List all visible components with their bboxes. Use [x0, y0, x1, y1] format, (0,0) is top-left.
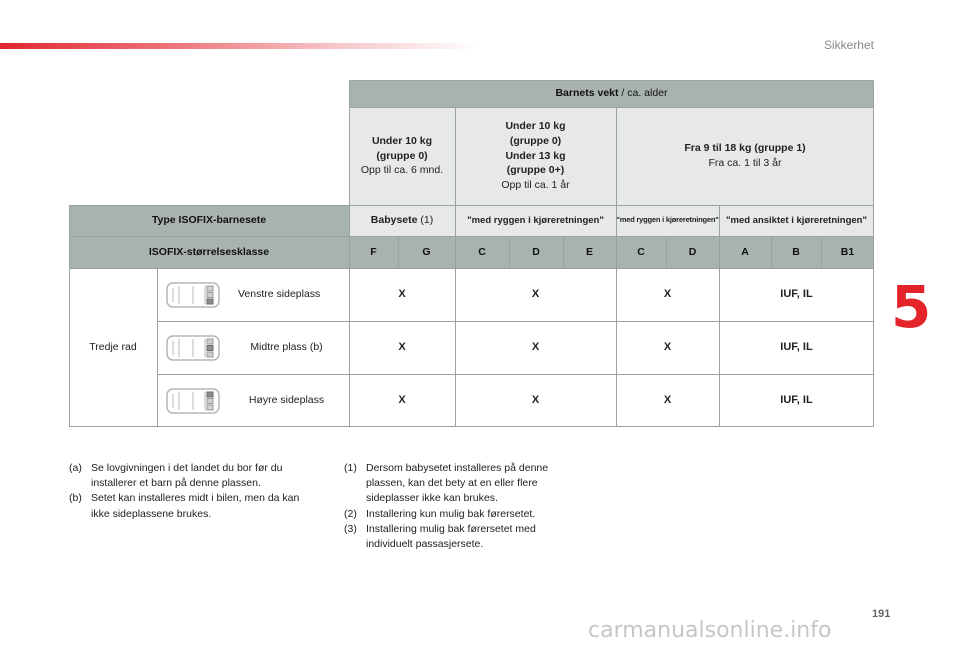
value-middle-rear: X [531, 340, 540, 353]
value-left-rear2: X [663, 287, 672, 300]
row-value [349, 268, 455, 321]
size-class-d2: D [688, 245, 697, 258]
weight-header-rest: / ca. alder [618, 87, 668, 100]
size-class-cell [719, 236, 771, 268]
row-value [616, 374, 719, 427]
footnote-3 [344, 522, 584, 552]
row-value [455, 268, 616, 321]
size-class-b: B [792, 245, 800, 258]
size-class-cell [666, 236, 719, 268]
footnote-key: (a) [69, 462, 82, 474]
type-rear2-cell [616, 205, 719, 236]
size-class-f: F [370, 245, 377, 258]
size-class-cell [821, 236, 874, 268]
van-seat-right-icon [165, 386, 221, 416]
size-class-a: A [741, 245, 749, 258]
type-front-cell [719, 205, 874, 236]
footnote-text: Dersom babysetet installeres på denne plassen, kan det bety at en eller flere sideplasser ikke kan brukes. [366, 462, 549, 505]
row-value [719, 374, 874, 427]
group-0plus-line3: Under 13 kg [505, 149, 566, 162]
chapter-number: 5 [891, 273, 932, 341]
row-label-cell [224, 268, 349, 321]
group-0plus-line2: (gruppe 0) [509, 134, 562, 147]
footnote-key: (2) [344, 507, 357, 520]
group-0-age: Opp til ca. 6 mnd. [360, 164, 444, 177]
row-value [719, 321, 874, 374]
row-value [719, 268, 874, 321]
row-value [455, 321, 616, 374]
group-0-subtitle: (gruppe 0) [376, 149, 428, 162]
type-babysete: Babysete [370, 214, 418, 227]
value-left-rear: X [531, 287, 540, 300]
type-label-cell [69, 205, 349, 236]
footnotes-left [69, 461, 319, 522]
weight-header [349, 80, 874, 107]
type-forward-facing: "med ansiktet i kjøreretningen" [726, 214, 867, 226]
value-left-babysete: X [398, 287, 406, 300]
value-right-front: IUF, IL [780, 393, 813, 406]
size-class-c: C [478, 245, 486, 258]
footnote-1 [344, 461, 584, 507]
size-class-cell [771, 236, 821, 268]
row-value [349, 374, 455, 427]
van-seat-left-icon [165, 280, 221, 310]
value-right-rear2: X [663, 393, 672, 406]
size-class-cell [616, 236, 666, 268]
size-class-cell [455, 236, 509, 268]
footnote-key: (1) [344, 462, 357, 474]
group-1-title: Fra 9 til 18 kg (gruppe 1) [684, 142, 806, 155]
group-0plus-cell [455, 107, 616, 205]
weight-header-bold: Barnets vekt [555, 87, 619, 100]
row-value [455, 374, 616, 427]
size-class-g: G [422, 245, 431, 258]
row-label-cell [224, 321, 349, 374]
section-title: Sikkerhet [823, 38, 874, 52]
row-label-left: Venstre sideplass [238, 288, 321, 301]
watermark: carmanualsonline.info [588, 618, 832, 643]
group-1-age: Fra ca. 1 til 3 år [708, 157, 782, 169]
type-label: Type ISOFIX-barnesete [151, 214, 267, 227]
type-babysete-cell [349, 205, 455, 236]
size-class-cell [509, 236, 563, 268]
row-value [349, 321, 455, 374]
footnotes-right [344, 461, 584, 552]
group-1-cell [616, 107, 874, 205]
group-0plus-age: Opp til ca. 1 år [501, 179, 570, 192]
van-seat-middle-icon [165, 333, 221, 363]
size-class-cell [398, 236, 455, 268]
group-0plus-line1: Under 10 kg [505, 120, 566, 133]
row-label-middle: Midtre plass (b) [250, 341, 323, 354]
value-left-front: IUF, IL [780, 287, 813, 300]
value-right-rear: X [531, 393, 540, 406]
footnote-text: Installering mulig bak førersetet med individuelt passasjersete. [366, 522, 536, 551]
value-middle-front: IUF, IL [780, 340, 813, 353]
type-rear-facing: "med ryggen i kjøreretningen" [467, 214, 604, 226]
group-0-title: Under 10 kg [371, 134, 433, 147]
row-group-cell [69, 268, 157, 427]
row-value [616, 268, 719, 321]
footnote-b [69, 491, 319, 521]
footnote-2 [344, 507, 584, 522]
size-class-cell [563, 236, 616, 268]
value-right-babysete: X [398, 393, 406, 406]
footnote-key: (3) [344, 522, 357, 535]
page-number: 191 [872, 608, 891, 620]
header-accent-bar [0, 43, 480, 49]
row-value [616, 321, 719, 374]
row-label-right: Høyre sideplass [248, 394, 325, 407]
row-group-label: Tredje rad [89, 341, 137, 354]
footnote-a [69, 461, 319, 491]
size-class-e: E [585, 245, 593, 258]
group-0plus-line4: (gruppe 0+) [506, 164, 565, 177]
group-0-cell [349, 107, 455, 205]
footnote-text: Se lovgivningen i det landet du bor før du installerer et barn på denne plassen. [91, 462, 283, 490]
value-middle-babysete: X [398, 340, 406, 353]
size-class-b1: B1 [840, 245, 855, 258]
footnote-text: Setet kan installeres midt i bilen, men da kan ikke sideplassene brukes. [91, 492, 300, 520]
size-class-cell [349, 236, 398, 268]
size-class-d: D [532, 245, 540, 258]
size-label: ISOFIX-størrelsesklasse [148, 245, 270, 258]
row-label-cell [224, 374, 349, 427]
size-label-cell [69, 236, 349, 268]
footnote-text: Installering kun mulig bak førersetet. [366, 507, 536, 520]
type-rear-facing-2: "med ryggen i kjøreretningen" [616, 215, 719, 225]
size-class-c2: C [637, 245, 645, 258]
type-babysete-note: (1) [417, 214, 434, 227]
value-middle-rear2: X [663, 340, 672, 353]
type-rear-cell [455, 205, 616, 236]
footnote-key: (b) [69, 492, 82, 505]
